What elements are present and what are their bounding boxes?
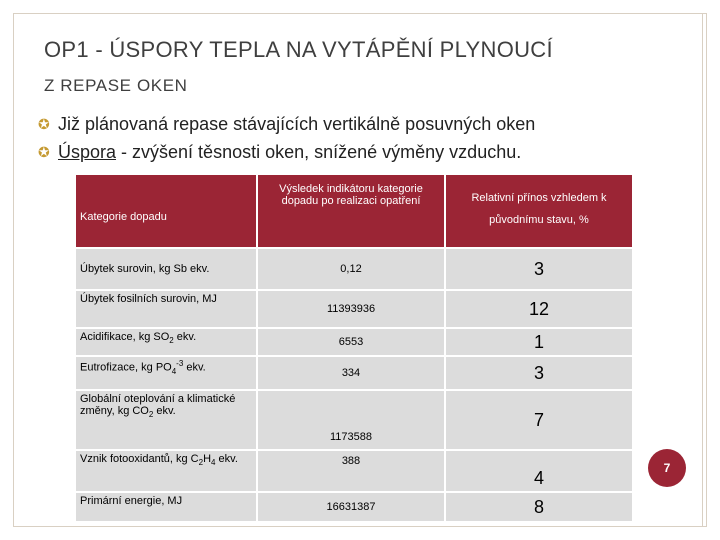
row-category: Primární energie, MJ [76, 493, 256, 521]
row-category: Úbytek surovin, kg Sb ekv. [76, 249, 256, 289]
row-percent: 3 [446, 249, 632, 289]
row-value: 6553 [258, 329, 444, 355]
row-percent: 4 [446, 451, 632, 491]
table-row [76, 493, 632, 521]
row-value: 334 [258, 357, 444, 389]
row-value: 11393936 [258, 291, 444, 327]
row-category: Úbytek fosilních surovin, MJ [76, 291, 256, 327]
row-percent: 8 [446, 493, 632, 521]
row-percent: 7 [446, 391, 632, 449]
table-row [76, 291, 632, 327]
row-value: 16631387 [258, 493, 444, 521]
row-category: Eutrofizace, kg $PO_4^{-3}$ ekv. [76, 357, 256, 389]
bullet-item [38, 138, 678, 166]
table-row [76, 249, 632, 289]
header-category: Kategorie dopadu [76, 175, 256, 247]
table-row [76, 391, 632, 449]
row-value: 1173588 [258, 391, 444, 449]
row-value: 388 [258, 451, 444, 491]
row-percent: 3 [446, 357, 632, 389]
slide-frame-edge [702, 13, 707, 527]
table-row [76, 329, 632, 355]
page-number-badge: 7 [648, 449, 686, 487]
bullet-item [38, 110, 678, 138]
row-category: Acidifikace, kg $SO_2$ ekv. [76, 329, 256, 355]
bullet-marker-icon: ✪ [38, 143, 50, 160]
impact-table [74, 173, 634, 523]
bullet-text-rest: - zvýšení těsnosti oken, snížené výměny vzduchu. [116, 141, 522, 162]
row-category: Vznik fotooxidantů, kg $C_2H_4$ ekv. [76, 451, 256, 491]
title-line-2: Z REPASE OKEN [44, 76, 188, 95]
row-percent: 12 [446, 291, 632, 327]
bullet-text [58, 142, 521, 163]
bullet-text: Již plánovaná repase stávajících vertikálně posuvných oken [58, 113, 536, 134]
underlined-word: Úspora [58, 141, 117, 162]
bullet-marker-icon: ✪ [38, 115, 50, 132]
slide-title [44, 32, 644, 104]
title-line-1: OP1 - ÚSPORY TEPLA NA VYTÁPĚNÍ PLYNOUCÍ [44, 37, 553, 62]
table-row [76, 451, 632, 491]
row-percent: 1 [446, 329, 632, 355]
header-indicator: Výsledek indikátoru kategorie dopadu po realizaci opatření [258, 175, 444, 247]
table-header-row [76, 175, 632, 247]
table-row [76, 357, 632, 389]
row-value: 0,12 [258, 249, 444, 289]
header-relative: Relativní přínos vzhledem k původnímu stavu, % [446, 175, 632, 247]
bullet-list [38, 110, 678, 166]
row-category: Globální oteplování a klimatické změny, kg $CO_2$ ekv. [76, 391, 256, 449]
